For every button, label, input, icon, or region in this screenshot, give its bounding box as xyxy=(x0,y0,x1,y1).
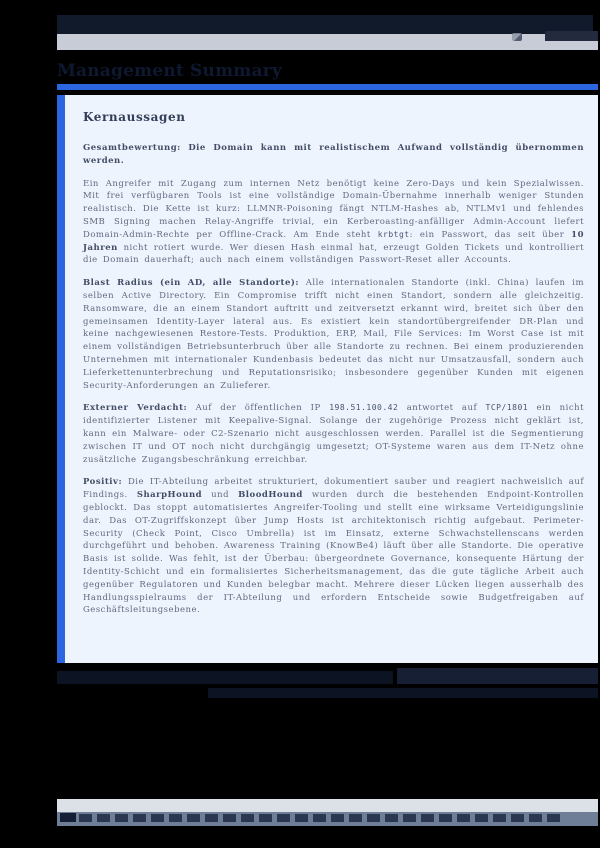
next-page-header-bar xyxy=(57,812,598,826)
text-segment: und xyxy=(202,490,239,501)
faded-text-block xyxy=(397,668,598,684)
text-segment: Alle internationalen Standorte (inkl. China) laufen im selben Active Directory. Ein Compromise trifft nicht einen Standort, sondern alle gleichzeitig. Ransomware, die an einem Standort auftritt und zeitversetzt erkannt wird, breitet sich über den gemeinsamen Identity-Layer lateral aus. Es existiert kein standortübergreifender DR-Plan und keine nachgewiesenen Restore-Tests. Produktion, ERP, Mail, File Services: Im Worst Case ist mit einem vollständigen Betriebsunterbruch über alle Standorte zu rechnen. Bei einem produzierenden Unternehmen mit internationaler Kundenbasis bedeutet das nicht nur Umsatzausfall, sondern auch Lieferkettenunterbrechung und Reputationsrisiko; insbesondere gegenüber Kunden mit eigenen Security-Anforderungen an Zulieferer. xyxy=(83,278,585,391)
callout-paragraph xyxy=(83,178,584,268)
text-segment: TCP/1801 xyxy=(485,403,529,413)
text-segment: ein nicht identifizierter Listener mit Keepalive-Signal. Solange der zugehörige Prozess nicht geklärt ist, kann ein Malware- oder C2-Szenario nicht ausgeschlossen werden. Parallel ist die Segmentierung zwischen IT und OT noch nicht durchgängig umgesetzt; OT-Systeme waren aus dem IT-Netz ohne zusätzliche Zugangsbeschränkung erreichbar. xyxy=(83,403,584,465)
header-glyph-icon xyxy=(512,33,522,41)
text-segment: 10 Jahren xyxy=(83,229,584,253)
text-segment: Blast Radius (ein AD, alle Standorte): xyxy=(83,278,300,289)
key-findings-callout xyxy=(57,95,598,663)
text-segment: krbtgt xyxy=(377,229,410,239)
header-dark-segment xyxy=(545,31,598,41)
section-title: Management Summary xyxy=(57,61,282,81)
callout-body xyxy=(83,142,584,617)
page-header-bar xyxy=(57,15,593,34)
callout-paragraph xyxy=(83,142,584,168)
text-segment: SharpHound xyxy=(136,490,203,501)
text-segment: Gesamtbewertung: Die Domain kann mit realistischem Aufwand vollständig übernommen werden. xyxy=(83,143,584,166)
text-segment: Ein Angreifer mit Zugang zum internen Netz benötigt keine Zero-Days und kein Spezialwissen. Mit frei verfügbaren Tools ist eine vollständige Domain-Übernahme innerhalb weniger Stunden realistisch. Die Kette ist kurz: LLMNR-Poisoning fängt NTLM-Hashes ab, NTLMv1 und fehlendes SMB Signing machen Relay-Angriffe trivial, ein Kerberoasting-anfälliger Admin-Account liefert Domain-Admin-Rechte per Offline-Crack. Am Ende steht xyxy=(83,178,584,240)
callout-paragraph xyxy=(83,476,584,617)
text-segment: wurden durch die bestehenden Endpoint-Kontrollen geblockt. Das stoppt automatisiertes Angreifer-Tooling und stellt eine wirksame Verteidigungslinie dar. Das OT-Zugriffskonzept über Jump Hosts ist architektonisch richtig aufgebaut. Perimeter-Security (Check Point, Cisco Umbrella) ist im Einsatz, externe Schwachstellenscans werden durchgeführt und behoben. Awareness Training (KnowBe4) läuft über alle Standorte. Die operative Basis ist solide. Was fehlt, ist der Überbau: übergeordnete Governance, konsequente Härtung der Identity-Schicht und ein formalisiertes Sicherheitsmanagement, das die gute tägliche Arbeit auch gegenüber Regulatoren und Kunden belegbar macht. Mehrere dieser Lücken liegen ausserhalb des Handlungsspielraums der IT-Abteilung und erfordern Entscheide sowie Budgetfreigaben auf Geschäftsleitungsebene. xyxy=(83,490,584,616)
text-segment: Auf der öffentlichen IP xyxy=(187,403,330,414)
text-segment: antwortet auf xyxy=(398,403,486,414)
text-segment: Positiv: xyxy=(83,477,123,488)
text-segment: nicht rotiert wurde. Wer diesen Hash einmal hat, erzeugt Golden Tickets und kontrolliert die Domain dauerhaft; auch nach einem vollständigen Passwort-Reset aller Accounts. xyxy=(83,242,584,266)
text-segment: BloodHound xyxy=(238,490,303,501)
callout-paragraph xyxy=(83,402,584,466)
title-underline-rule xyxy=(57,84,598,90)
callout-heading: Kernaussagen xyxy=(83,110,186,124)
footer-logo-block xyxy=(60,813,76,822)
next-page-top-strip xyxy=(57,799,598,812)
text-segment: Externer Verdacht: xyxy=(83,403,188,414)
text-segment: Die IT-Abteilung arbeitet strukturiert, dokumentiert sauber und reagiert nachweislich auf Findings. xyxy=(83,477,584,501)
page-header-subbar xyxy=(57,34,598,50)
footer-ghost-text xyxy=(79,814,561,822)
callout-paragraph xyxy=(83,277,584,392)
faded-text-block xyxy=(57,671,393,684)
faded-text-block xyxy=(208,688,598,698)
text-segment: : ein Passwort, das seit über xyxy=(409,229,572,240)
text-segment: 198.51.100.42 xyxy=(329,403,399,413)
